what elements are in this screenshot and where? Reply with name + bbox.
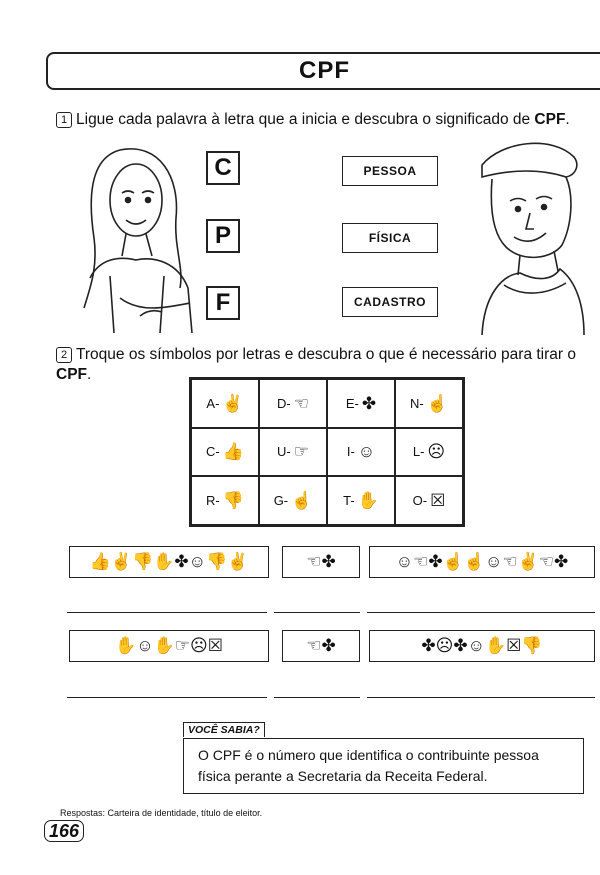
answer-line[interactable]	[367, 612, 595, 613]
code-word-1-2: ☜✤	[282, 546, 360, 578]
answer-line[interactable]	[367, 697, 595, 698]
thumbs-down-icon: 👎	[222, 491, 244, 511]
x-box-icon: ☒	[430, 491, 446, 511]
key-letter: L-	[412, 444, 425, 460]
answer-line[interactable]	[67, 612, 267, 613]
question-1-text: Ligue cada palavra à letra que a inicia e descubra o significado de	[76, 111, 535, 128]
key-cell	[395, 428, 463, 477]
key-letter: O-	[412, 493, 428, 509]
question-1	[56, 110, 596, 130]
open-hand-icon: ✋	[357, 491, 379, 511]
answer-line[interactable]	[274, 612, 360, 613]
word-box-cadastro: CADASTRO	[342, 287, 438, 317]
question-2-number: 2	[56, 347, 72, 363]
question-2-end: .	[87, 366, 92, 383]
key-letter: T-	[343, 493, 355, 509]
key-cell	[395, 379, 463, 428]
code-word-1-3: ☺☜✤☝☝☺☜✌☜✤	[369, 546, 595, 578]
key-letter: N-	[410, 395, 424, 411]
key-cell	[259, 428, 327, 477]
clover-icon: ✤	[361, 393, 377, 413]
girl-illustration	[80, 138, 200, 338]
point-right-icon: ☞	[293, 442, 309, 462]
answer-line[interactable]	[274, 697, 360, 698]
smiley-icon: ☺	[357, 442, 376, 462]
letter-box-c: C	[206, 151, 240, 185]
title-banner	[46, 52, 600, 90]
page-title: CPF	[299, 57, 350, 84]
key-cell	[327, 428, 395, 477]
question-2-text: Troque os símbolos por letras e descubra o que é necessário para tirar o	[76, 346, 576, 363]
thumbs-up-icon: 👍	[222, 442, 244, 462]
point-up-icon: ☝	[426, 393, 448, 413]
code-word-1-1: 👍✌👎✋✤☺👎✌	[69, 546, 269, 578]
code-word-2-3: ✤☹✤☺✋☒👎	[369, 630, 595, 662]
key-letter: I-	[346, 444, 355, 460]
question-1-end: .	[565, 111, 570, 128]
question-2-bold: CPF	[56, 366, 87, 383]
key-cell	[395, 476, 463, 525]
page-number: 166	[44, 820, 84, 842]
tip-box	[183, 738, 584, 794]
word-box-pessoa: PESSOA	[342, 156, 438, 186]
key-letter: R-	[206, 493, 220, 509]
boy-illustration	[462, 135, 587, 340]
finger-up-icon: ☝	[291, 491, 313, 511]
answers-note: Respostas: Carteira de identidade, título de eleitor.	[60, 808, 263, 818]
key-cell	[327, 379, 395, 428]
peace-hand-icon: ✌	[222, 393, 244, 413]
letter-box-p: P	[206, 219, 240, 253]
key-cell	[191, 379, 259, 428]
frown-icon: ☹	[427, 442, 446, 462]
key-letter: A-	[206, 395, 220, 411]
code-word-2-1: ✋☺✋☞☹☒	[69, 630, 269, 662]
key-letter: U-	[277, 444, 291, 460]
question-1-number: 1	[56, 112, 72, 128]
question-1-bold: CPF	[534, 111, 566, 128]
answer-line[interactable]	[67, 697, 267, 698]
key-letter: D-	[277, 395, 291, 411]
tip-text: O CPF é o número que identifica o contribuinte pessoa física perante a Secretaria da Receita Federal.	[198, 747, 539, 784]
tip-tag: VOCÊ SABIA?	[183, 722, 265, 737]
key-cell	[191, 428, 259, 477]
key-letter: C-	[206, 444, 220, 460]
symbol-key-grid	[189, 377, 465, 527]
key-letter: E-	[345, 395, 359, 411]
code-word-2-2: ☜✤	[282, 630, 360, 662]
key-cell	[259, 476, 327, 525]
key-cell	[191, 476, 259, 525]
word-box-fisica: FÍSICA	[342, 223, 438, 253]
key-letter: G-	[273, 493, 289, 509]
letter-box-f: F	[206, 286, 240, 320]
key-cell	[259, 379, 327, 428]
key-cell	[327, 476, 395, 525]
point-left-icon: ☜	[293, 393, 309, 413]
